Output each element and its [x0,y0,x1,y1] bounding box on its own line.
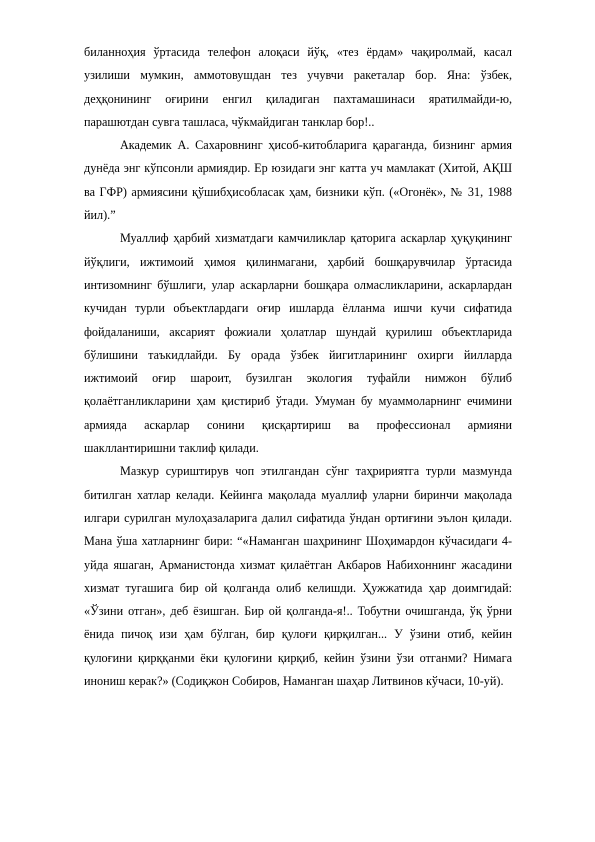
document-body [84,41,512,693]
paragraph-letters: Мазкур суриштирув чоп этилгандан сўнг таҳририятга турли мазмунда битилган хатлар келади. Кейинга мақолада муаллиф уларни биринчи мақолада илгари сурилган мулоҳазаларига далил сифатида ўндан ортиғини эълон қилади. Мана ўша хатларнинг бири: “«Наманган шаҳрининг Шоҳимардон кўчасидаги 4-уйда яшаган, Арманистонда хизмат қилаётган Акбаров Набихоннинг жасадини хизмат тугашига бир ой қолганда олиб келишди. Ҳужжатида ҳар доимгидай: «Ўзини отган», деб ёзишган. Бир ой қолганда-я!.. Тобутни очишганда, ўқ ўрни ёнида пичоқ изи ҳам бўлган, бир қулоғи қирқилган... У ўзини отиб, кейин қулоғини қирққанми ёки қулоғини қирқиб, кейин ўзини ўзи отганми? Нимага инониш керак?» (Содиқжон Собиров, Наманган шаҳар Литвинов кўчаси, 10-уй). [84,464,512,689]
paragraph-continuation: биланноҳия ўртасида телефон алоқаси йўқ, «тез ёрдам» чақиролмай, касал узилиши мумкин, аммотовушдан тез учувчи ракеталар бор. Яна: ўзбек, деҳқонининг оғирини енгил қиладиган пахтамашинаси яратилмайди-ю, парашютдан сувга ташласа, чўкмайдиган танклар бор!.. [84,45,512,129]
paragraph-sakharov: Академик А. Сахаровнинг ҳисоб-китобларига қараганда, бизнинг армия дунёда энг кўпсонли армиядир. Ер юзидаги энг катта уч мамлакат (Хитой, АҚШ ва ГФР) армиясини қўшибҳисобласак ҳам, бизники кўп. («Огонёк», № 31, 1988 йил).” [84,138,512,223]
paragraph-author-summary: Муаллиф ҳарбий хизматдаги камчиликлар қаторига аскарлар ҳуқуқининг йўқлиги, ижтимоий ҳимоя қилинмагани, ҳарбий бошқарувчилар ўртасида интизомнинг бўшлиги, улар аскарларни бошқара олмасликларини, аскарлардан кучидан турли объектлардаги оғир ишларда ёлланма ишчи кучи сифатида фойдаланиши, аксарият фожиали ҳолатлар шундай қурилиш объектларида бўлишини таъкидлайди. Бу орада ўзбек йигитларининг охирги йилларда ижтимоий оғир шароит, бузилган экология туфайли нимжон бўлиб қолаётганликларини ҳам қистириб ўтади. Умуман бу муаммоларнинг ечимини армияда аскарлар сонини қисқартириш ва профессионал армияни шакллантиришни таклиф қилади. [84,231,512,456]
